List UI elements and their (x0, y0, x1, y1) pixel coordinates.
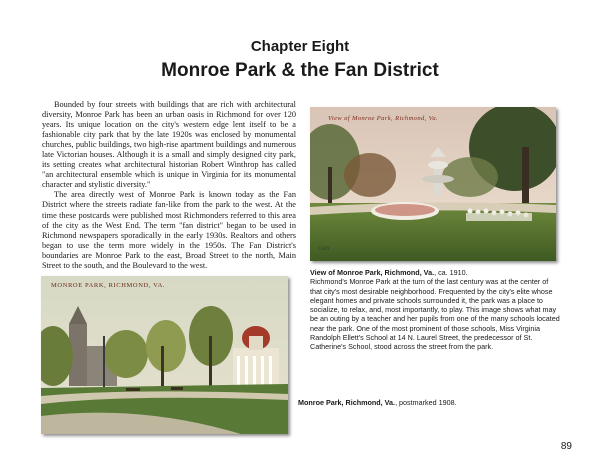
caption-text: Richmond's Monroe Park at the turn of the last century was at the center of that city's most desirable neighborhood. Frequented by the city's elite whose elegant homes and private schools surrounded it, the park was a place to socialize, to relax, and, most importantly, to play. This image shows what may be an outing by a teacher and her pupils from one of the many schools located near the park. One of the most prominent of those schools, Miss Virginia Randolph Ellett's School at 14 N. Laurel Street, the predecessor of St. Catherine's School, stood across the street from the park. (310, 277, 560, 352)
caption-buildings (298, 398, 558, 407)
page-title: Monroe Park & the Fan District (161, 60, 439, 81)
body-paragraph-1: Bounded by four streets with buildings that are rich with architectural diversity, Monroe Park has been an urban oasis in Richmond for over 120 years. Its unique location on the city's western edge lent itself to be a fashionable city park that by the late 1920s was enclosed by monumental churches, public buildings, two high-rise apartment buildings and numerous late Victorian houses. Although it is a small and simply designed city park, its setting creates what architectural historian Robert Winthrop has called "an architectural ensemble which is unique in Virginia for its monumental character and stylistic diversity." (42, 100, 296, 190)
postcard-fountain-illustration (310, 107, 556, 261)
caption-fountain (310, 268, 560, 352)
postcard-buildings-illustration (41, 276, 288, 434)
body-paragraph-2: The area directly west of Monroe Park is known today as the Fan District where the streets radiate fan-like from the park to the west. At the time these postcards were published most Richmonders referred to this area of the city as the West End. The term "fan district" began to be used in Richmond newspapers sporadically in the early 1930s. Realtors and others began to use the term more widely in the 1950s. The Fan District's boundaries are Monroe Park to the east, Broad Street to the north, Main Street to the south, and the Boulevard to the west. (42, 190, 296, 270)
caption-date: , ca. 1910. (434, 268, 468, 277)
caption-date: , postmarked 1908. (395, 398, 457, 407)
caption-title: Monroe Park, Richmond, Va. (298, 398, 396, 407)
postcard-monroe-park-buildings (41, 276, 288, 434)
body-text (42, 100, 296, 271)
page-number: 89 (560, 441, 572, 452)
caption-title: View of Monroe Park, Richmond, Va. (310, 268, 435, 277)
postcard-monroe-park-fountain (310, 107, 556, 261)
postcard-printed-number: 7589 (318, 247, 330, 252)
postcard-printed-label: MONROE PARK, RICHMOND, VA. (51, 282, 166, 289)
chapter-heading: Chapter Eight (250, 38, 350, 55)
postcard-printed-label: View of Monroe Park, Richmond, Va. (328, 115, 438, 122)
